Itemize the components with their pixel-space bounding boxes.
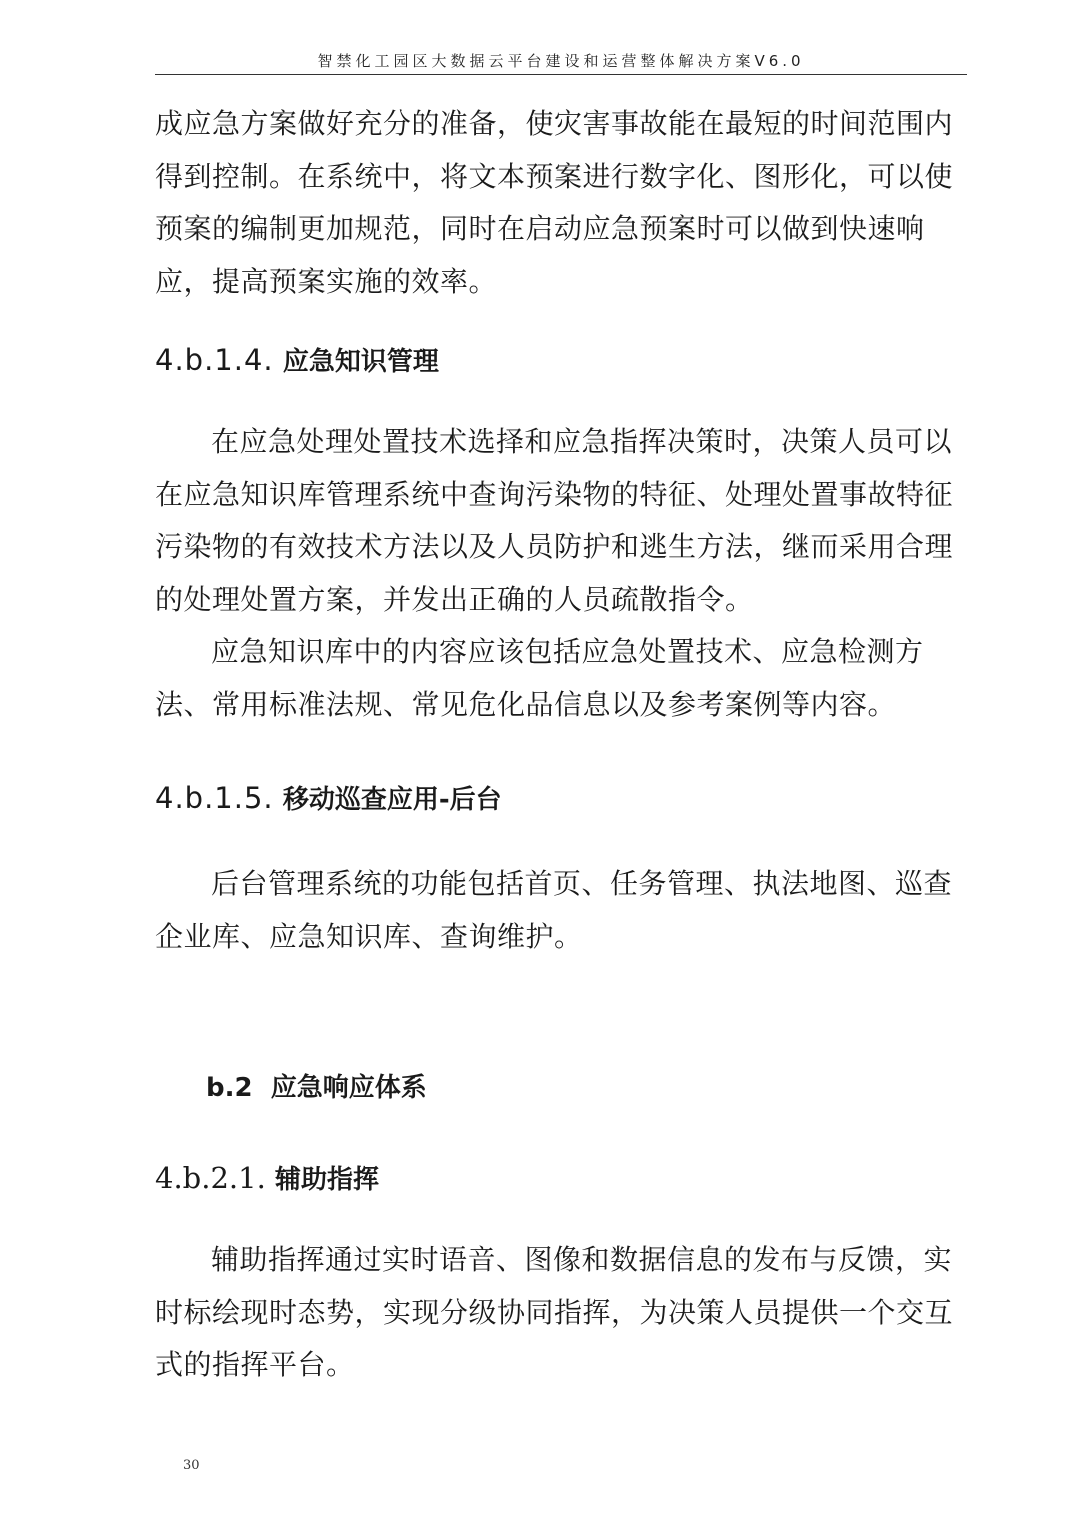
heading-4-b-1-4 [155,340,439,382]
heading-number: 4.b.1.4. [155,343,274,377]
paragraph-assisted-command: 辅助指挥通过实时语音、图像和数据信息的发布与反馈，实时标绘现时态势，实现分级协同指挥，为决策人员提供一个交互式的指挥平台。 [155,1243,954,1381]
page-number: 30 [183,1458,200,1473]
heading-4-b-2-1 [155,1158,379,1200]
paragraph-plan-readiness: 成应急方案做好充分的准备，使灾害事故能在最短的时间范围内得到控制。在系统中，将文本预案进行数字化、图形化，可以使预案的编制更加规范，同时在启动应急预案时可以做到快速响应，提高预案实施的效率。 [155,107,954,298]
heading-number: 4.b.2.1. [155,1161,266,1195]
paragraph-knowledge-content: 应急知识库中的内容应该包括应急处置技术、应急检测方法、常用标准法规、常见危化品信息以及参考案例等内容。 [155,635,924,721]
page-header: 智禁化工园区大数据云平台建设和运营整体解决方案V6.0 [155,50,967,75]
heading-title: 移动巡查应用-后台 [282,785,502,815]
heading-title: 应急知识管理 [282,347,439,377]
paragraph-knowledge-query: 在应急处理处置技术选择和应急指挥决策时，决策人员可以在应急知识库管理系统中查询污染物的特征、处理处置事故特征污染物的有效技术方法以及人员防护和逃生方法，继而采用合理的处理处置方案，并发出正确的人员疏散指令。 [155,425,954,616]
heading-4-b-1-5 [155,778,502,820]
heading-number: 4.b.1.5. [155,781,274,815]
heading-title: 辅助指挥 [275,1165,380,1195]
paragraph-backend-functions: 后台管理系统的功能包括首页、任务管理、执法地图、巡查企业库、应急知识库、查询维护。 [155,867,953,953]
heading-title: 应急响应体系 [270,1073,427,1103]
heading-b-2 [206,1068,427,1108]
heading-number: b.2 [206,1073,253,1103]
